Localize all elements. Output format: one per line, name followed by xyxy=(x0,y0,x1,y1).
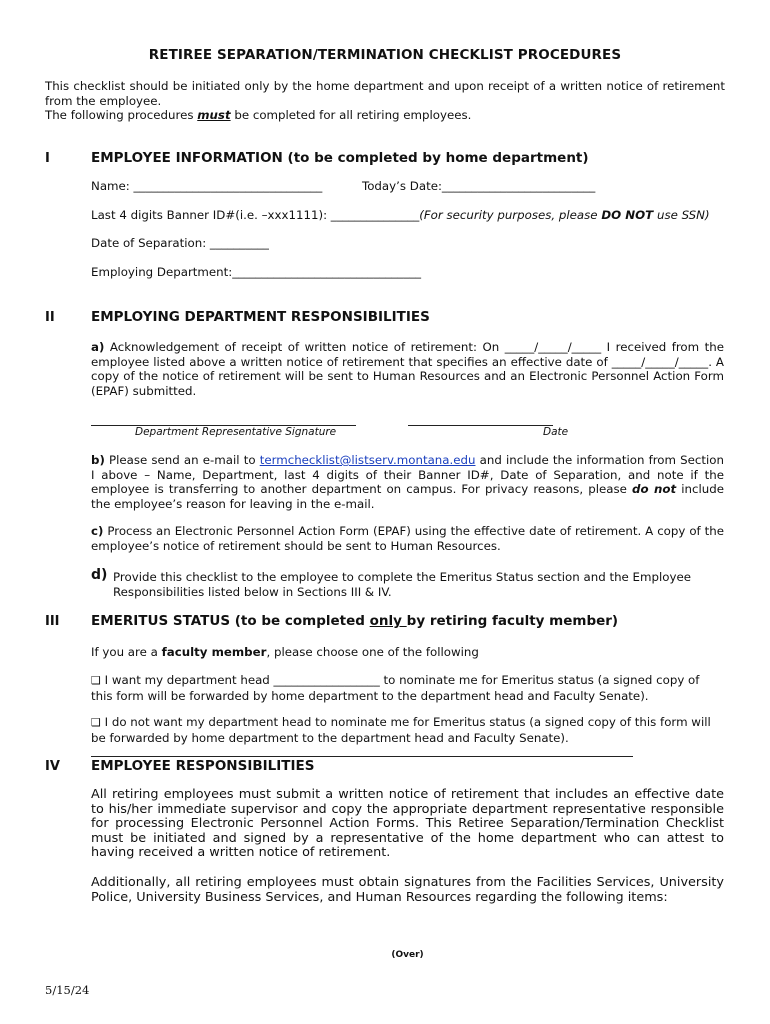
section-1-heading: EMPLOYEE INFORMATION (to be completed by home department) xyxy=(91,150,589,166)
banner-id-field[interactable]: Last 4 digits Banner ID#(i.e. –xxx1111): _______________(For security purposes, please DO NOT use SSN) xyxy=(91,208,710,222)
page-title: RETIREE SEPARATION/TERMINATION CHECKLIST PROCEDURES xyxy=(148,47,622,63)
section-1-number: I xyxy=(45,151,50,166)
emeritus-option-no[interactable]: ❑ I do not want my department head to nominate me for Emeritus status (a signed copy of this form will be forwarded by home department to the department head and Faculty Senate). xyxy=(91,715,711,745)
name-field[interactable]: Name: ________________________________ xyxy=(91,179,323,193)
item-d-letter: d) xyxy=(91,567,108,583)
todays-date-field[interactable]: Today’s Date:__________________________ xyxy=(362,179,596,193)
intro-line1: This checklist should be initiated only by the home department and upon receipt of a written notice of retirement from the employee. xyxy=(45,79,725,108)
over-note: (Over) xyxy=(391,950,424,960)
section-3-number: III xyxy=(45,614,60,629)
section-divider xyxy=(91,756,633,757)
section-2-heading: EMPLOYING DEPARTMENT RESPONSIBILITIES xyxy=(91,309,430,325)
signature-caption: Department Representative Signature xyxy=(135,426,337,438)
item-b-email: b) Please send an e-mail to termchecklist@listserv.montana.edu and include the information from Section I above – Name, Department, last 4 digits of their Banner ID#, Date of Separation, and note if the employee is transferring to another department on campus. For privacy reasons, please do not include the employee’s reason for leaving in the e-mail. xyxy=(91,453,724,511)
revision-date: 5/15/24 xyxy=(45,983,90,997)
item-d-text: Provide this checklist to the employee to complete the Emeritus Status section and the Employee Responsibilities listed below in Sections III & IV. xyxy=(113,570,691,599)
section-4-heading: EMPLOYEE RESPONSIBILITIES xyxy=(91,758,315,774)
checkbox-icon[interactable]: ❑ xyxy=(91,716,101,729)
section-2-number: II xyxy=(45,310,55,325)
checkbox-icon[interactable]: ❑ xyxy=(91,674,101,687)
section-3-heading: EMERITUS STATUS (to be completed only by retiring faculty member) xyxy=(91,613,619,629)
faculty-instruction: If you are a faculty member, please choose one of the following xyxy=(91,645,479,659)
separation-date-field[interactable]: Date of Separation: __________ xyxy=(91,236,269,250)
intro-line2: The following procedures must be completed for all retiring employees. xyxy=(45,108,472,122)
item-c-epaf: c) Process an Electronic Personnel Action Form (EPAF) using the effective date of retirement. A copy of the employee’s notice of retirement should be sent to Human Resources. xyxy=(91,524,724,553)
employee-responsibilities-para2: Additionally, all retiring employees must obtain signatures from the Facilities Services, University Police, University Business Services, and Human Resources regarding the following items: xyxy=(91,875,724,905)
section-4-number: IV xyxy=(45,759,60,774)
must-emphasis: must xyxy=(197,108,231,122)
intro-text xyxy=(45,79,725,123)
date-line[interactable] xyxy=(408,425,553,426)
emeritus-option-yes[interactable]: ❑ I want my department head __________________ to nominate me for Emeritus status (a signed copy of this form will be forwarded by home department to the department head and Faculty Senate). xyxy=(91,673,700,703)
employee-responsibilities-para1: All retiring employees must submit a written notice of retirement that includes an effective date to his/her immediate supervisor and copy the appropriate department representative responsible for processing Electronic Personnel Action Forms. This Retiree Separation/Termination Checklist must be initiated and signed by a representative of the home department who can attest to having received a written notice of retirement. xyxy=(91,787,724,861)
item-a-acknowledgement: a) Acknowledgement of receipt of written notice of retirement: On _____/_____/_____ I received from the employee listed above a written notice of retirement that specifies an effective date of _____/_____/_____. A copy of the notice of retirement will be sent to Human Resources and an Electronic Personnel Action Form (EPAF) submitted. xyxy=(91,340,724,398)
employing-department-field[interactable]: Employing Department:________________________________ xyxy=(91,265,422,279)
date-caption: Date xyxy=(543,426,569,438)
email-link[interactable]: termchecklist@listserv.montana.edu xyxy=(259,453,476,467)
